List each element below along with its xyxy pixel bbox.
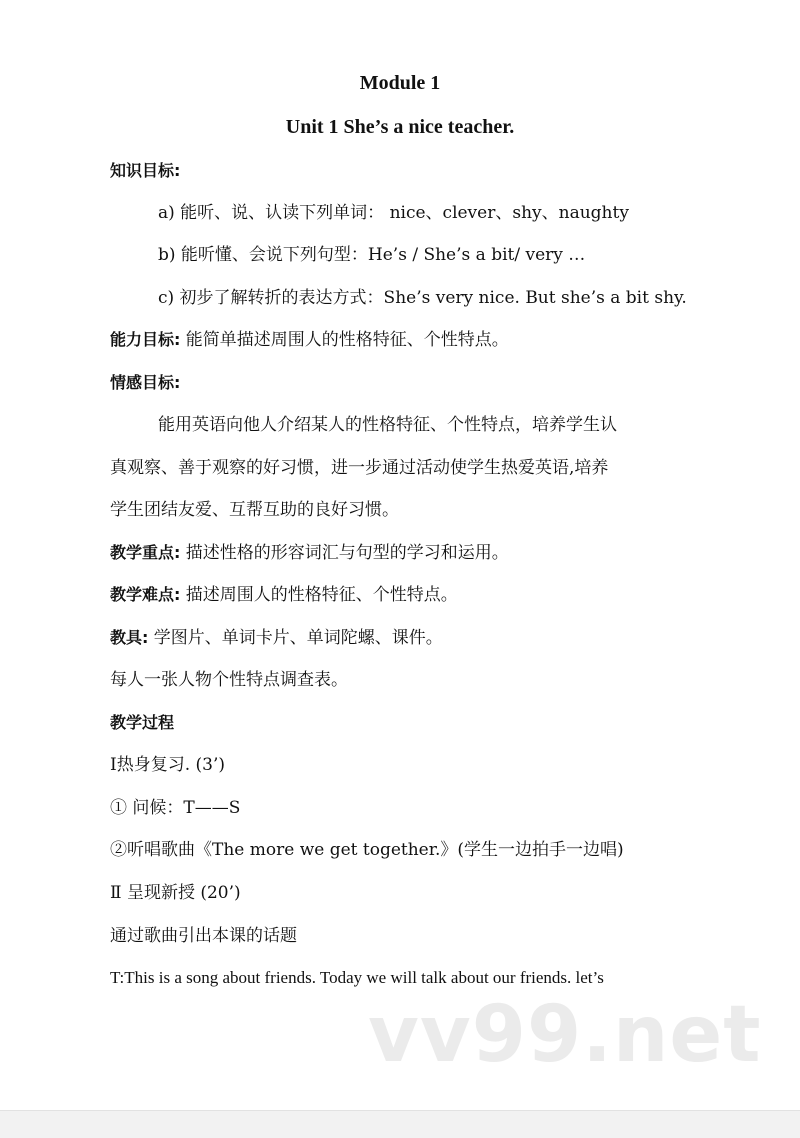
process-step2: Ⅱ 呈现新授 (20’) xyxy=(110,883,241,903)
ability-goals xyxy=(110,329,509,351)
emotion-goals-line2: 真观察、善于观察的好习惯，进一步通过活动使学生热爱英语,培养 xyxy=(110,458,609,478)
process-step1: Ⅰ热身复习. (3’) xyxy=(110,755,226,775)
process-step2-b: T:This is a song about friends. Today we will talk about our friends. let’s xyxy=(110,968,604,987)
knowledge-goals-label: 知识目标: xyxy=(110,161,181,180)
emotion-goals-line1: 能用英语向他人介绍某人的性格特征、个性特点，培养学生认 xyxy=(158,415,617,435)
ability-goals-label: 能力目标: xyxy=(110,330,181,349)
bottom-bar xyxy=(0,1110,800,1138)
ability-goals-text: 能简单描述周围人的性格特征、个性特点。 xyxy=(180,330,509,350)
key-points-text: 描述性格的形容词汇与句型的学习和运用。 xyxy=(180,543,509,563)
emotion-goals-line3: 学生团结友爱、互帮互助的良好习惯。 xyxy=(110,500,399,520)
process-step2-a: 通过歌曲引出本课的话题 xyxy=(110,926,297,946)
module-title: Module 1 xyxy=(359,72,441,94)
process-step1-b: ②听唱歌曲《The more we get together.》(学生一边拍手一边唱) xyxy=(110,840,624,860)
process-label: 教学过程 xyxy=(110,713,175,732)
difficulties-text: 描述周围人的性格特征、个性特点。 xyxy=(180,585,458,605)
watermark: vv99.net xyxy=(368,990,762,1080)
knowledge-goal-b: b) 能听懂、会说下列句型：He’s / She’s a bit/ very … xyxy=(158,245,586,265)
teaching-aids xyxy=(110,627,443,649)
emotion-goals-label: 情感目标: xyxy=(110,373,181,392)
teaching-aids-extra: 每人一张人物个性特点调查表。 xyxy=(110,670,348,690)
teaching-aids-text: 学图片、单词卡片、单词陀螺、课件。 xyxy=(148,628,443,648)
difficulties xyxy=(110,584,458,606)
key-points xyxy=(110,542,509,564)
knowledge-goal-a: a) 能听、说、认读下列单词： nice、clever、shy、naughty xyxy=(158,203,629,223)
teaching-aids-label: 教具: xyxy=(110,628,149,647)
difficulties-label: 教学难点: xyxy=(110,585,181,604)
process-step1-a: ① 问候：T——S xyxy=(110,798,241,818)
key-points-label: 教学重点: xyxy=(110,543,181,562)
knowledge-goal-c: c) 初步了解转折的表达方式：She’s very nice. But she’s a bit shy. xyxy=(158,288,687,308)
unit-title: Unit 1 She’s a nice teacher. xyxy=(285,116,515,138)
